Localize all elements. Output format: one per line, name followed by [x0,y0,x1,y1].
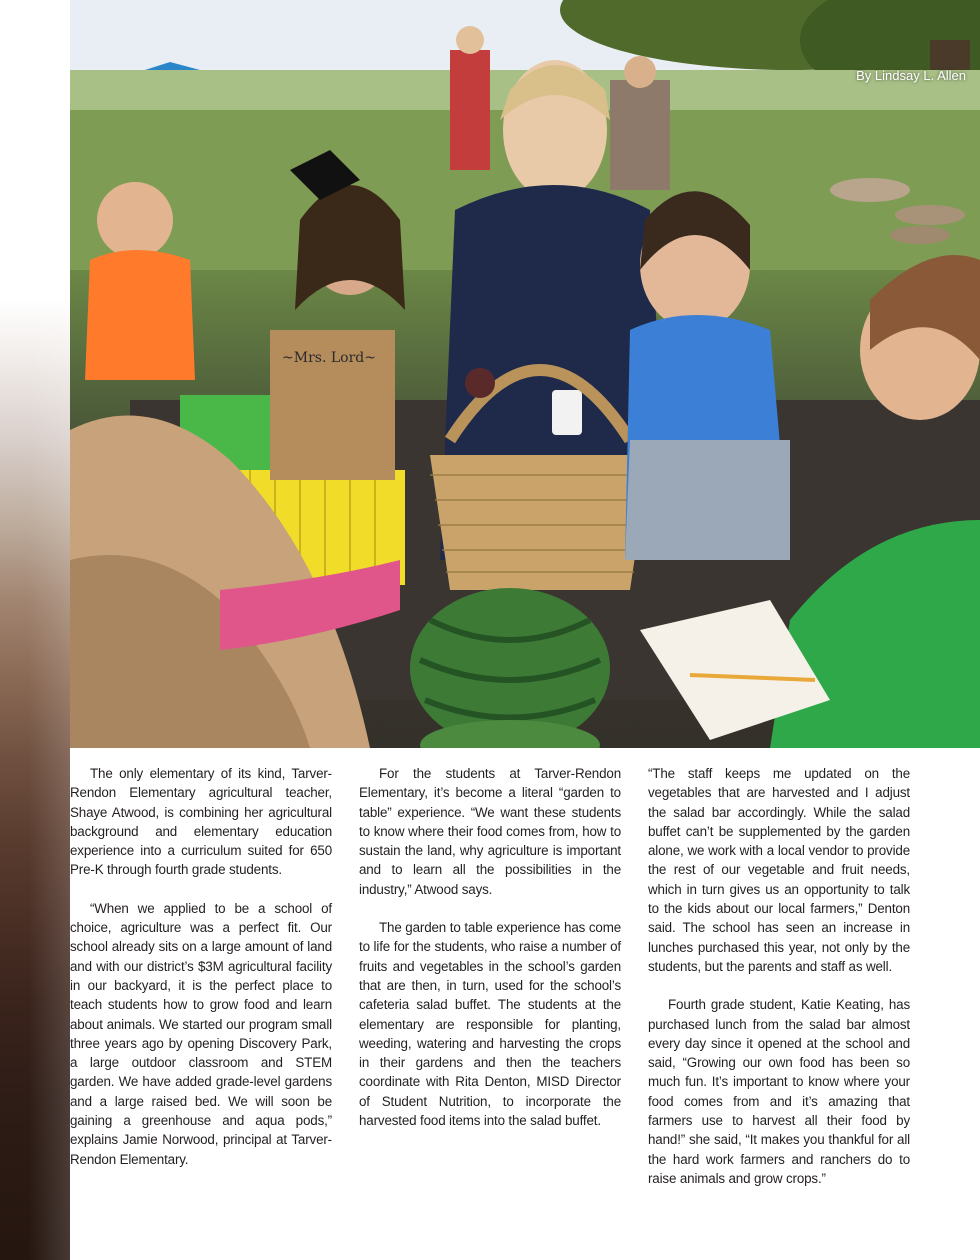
paragraph: Fourth grade student, Katie Keating, has purchased lunch from the salad bar almost every day since it opened at the school and said, “Growing our own food has been so much fun. It’s important to know where your food comes from and it’s amazing that farmers use to harvest all their food by hand!” she said, “It makes you thankful for all the hard work farmers and ranchers do to raise animals and grow crops.” [648,997,910,1186]
paragraph: For the students at Tarver-Rendon Elementary, it’s become a literal “garden to table” experience. “We want these students to know where their food comes from, how to sustain the land, why agriculture is important and to learn all the possibilities in the industry,” Atwood says. [359,766,621,897]
previous-page-photo-edge [0,0,70,1260]
paragraph: “The staff keeps me updated on the vegetables that are harvested and I adjust the salad bar accordingly. While the salad buffet can’t be supplemented by the garden alone, we work with a local vendor to provide the rest of our vegetable and fruit needs, which in turn gives us an opportunity to talk to the kids about our local farmers,” Denton said. The school has seen an increase in lunches purchased this year, not only by the students, but the parents and staff as well. [648,766,910,974]
article-column-2 [359,764,621,1149]
photo-illustration [70,0,980,748]
article-photo [70,0,980,748]
paragraph: The garden to table experience has come to life for the students, who raise a number of fruits and vegetables in the school’s garden that are then, in turn, used for the school’s cafeteria salad buffet. The students at the elementary are responsible for planting, weeding, watering and harvesting the crops in their gardens and then the teachers coordinate with Rita Denton, MISD Director of Student Nutrition, to incorporate the harvested food items into the salad buffet. [359,920,621,1129]
paragraph: The only elementary of its kind, Tarver-Rendon Elementary agricultural teacher, Shaye Atwood, is combining her agricultural background and elementary education experience into a curriculum suited for 650 Pre-K through fourth grade students. [70,766,332,878]
article-column-1 [70,764,332,1188]
article-column-3 [648,764,910,1207]
photo-credit: By Lindsay L. Allen [856,68,966,83]
paragraph: “When we applied to be a school of choice, agriculture was a perfect fit. Our school already sits on a large amount of land and with our district’s $3M agricultural facility in our backyard, it is the perfect place to teach students how to grow food and learn about animals. We started our program small three years ago by opening Discovery Park, a large outdoor classroom and STEM garden. We have added grade-level gardens and a large raised bed. We will soon be gaining a greenhouse and aqua pods,” explains Jamie Norwood, principal at Tarver-Rendon Elementary. [70,900,332,1167]
clipboard-text: ~Mrs. Lord~ [282,350,376,366]
